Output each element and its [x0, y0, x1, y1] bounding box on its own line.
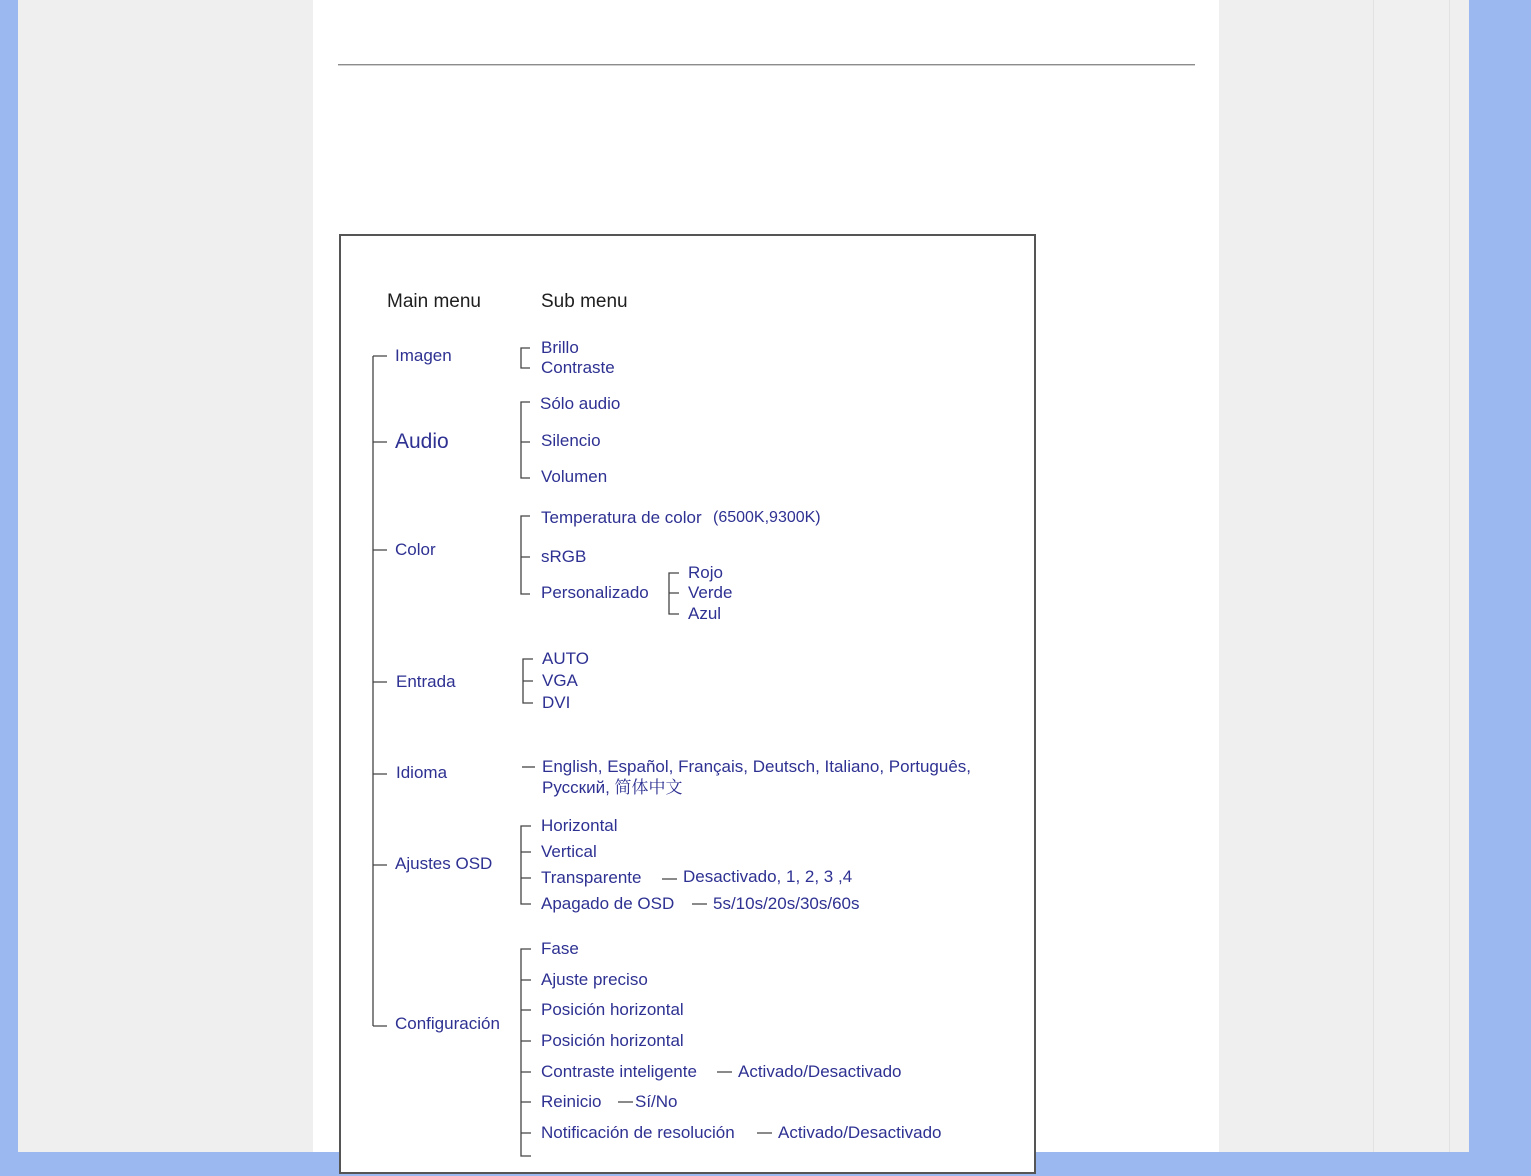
submenu-reinicio: Reinicio: [541, 1092, 602, 1111]
idioma-languages-line2: Русский, 简体中文: [542, 778, 683, 797]
submenu-vertical: Vertical: [541, 842, 597, 861]
main-menu-heading: Main menu: [387, 291, 481, 312]
submenu-vga: VGA: [542, 671, 578, 690]
submenu-personalizado: Personalizado: [541, 583, 649, 602]
submenu-brillo: Brillo: [541, 338, 579, 357]
submenu-auto: AUTO: [542, 649, 589, 668]
submenu-contraste: Contraste: [541, 358, 615, 377]
menu-idioma: Idioma: [396, 763, 448, 782]
menu-configuracion: Configuración: [395, 1014, 500, 1033]
submenu-rojo: Rojo: [688, 563, 723, 582]
submenu-volumen: Volumen: [541, 467, 608, 486]
notificacion-values: Activado/Desactivado: [778, 1123, 942, 1142]
right-margin-strip: [1373, 0, 1450, 1152]
submenu-contraste-inteligente: Contraste inteligente: [541, 1062, 697, 1081]
submenu-apagado-osd: Apagado de OSD: [541, 894, 675, 913]
submenu-horizontal: Horizontal: [541, 816, 618, 835]
transparente-values: Desactivado, 1, 2, 3 ,4: [683, 867, 853, 886]
osd-menu-tree-diagram: [339, 234, 1036, 1174]
submenu-silencio: Silencio: [541, 431, 601, 450]
reinicio-values: Sí/No: [635, 1092, 678, 1111]
submenu-transparente: Transparente: [541, 868, 642, 887]
submenu-srgb: sRGB: [541, 547, 587, 566]
contraste-inteligente-values: Activado/Desactivado: [738, 1062, 902, 1081]
submenu-posicion-horizontal-2: Posición horizontal: [541, 1031, 684, 1050]
horizontal-rule: [338, 64, 1195, 66]
submenu-ajuste-preciso: Ajuste preciso: [541, 970, 648, 989]
menu-entrada: Entrada: [396, 672, 456, 691]
sub-menu-heading: Sub menu: [541, 291, 628, 312]
menu-imagen: Imagen: [395, 346, 452, 365]
submenu-dvi: DVI: [542, 693, 571, 712]
submenu-solo-audio: Sólo audio: [540, 394, 621, 413]
temperatura-values: (6500K,9300K): [713, 509, 821, 526]
submenu-azul: Azul: [688, 604, 722, 623]
menu-ajustes-osd: Ajustes OSD: [395, 854, 493, 873]
submenu-fase: Fase: [541, 939, 579, 958]
idioma-languages-line1: English, Español, Français, Deutsch, Italiano, Português,: [542, 757, 972, 776]
submenu-temperatura-color: Temperatura de color: [541, 508, 702, 527]
submenu-notificacion-resolucion: Notificación de resolución: [541, 1123, 735, 1142]
tree-connector-lines: [341, 236, 1038, 1176]
submenu-posicion-horizontal-1: Posición horizontal: [541, 1000, 684, 1019]
menu-color: Color: [395, 540, 436, 559]
submenu-verde: Verde: [688, 583, 733, 602]
menu-audio: Audio: [395, 430, 449, 453]
apagado-values: 5s/10s/20s/30s/60s: [713, 894, 860, 913]
